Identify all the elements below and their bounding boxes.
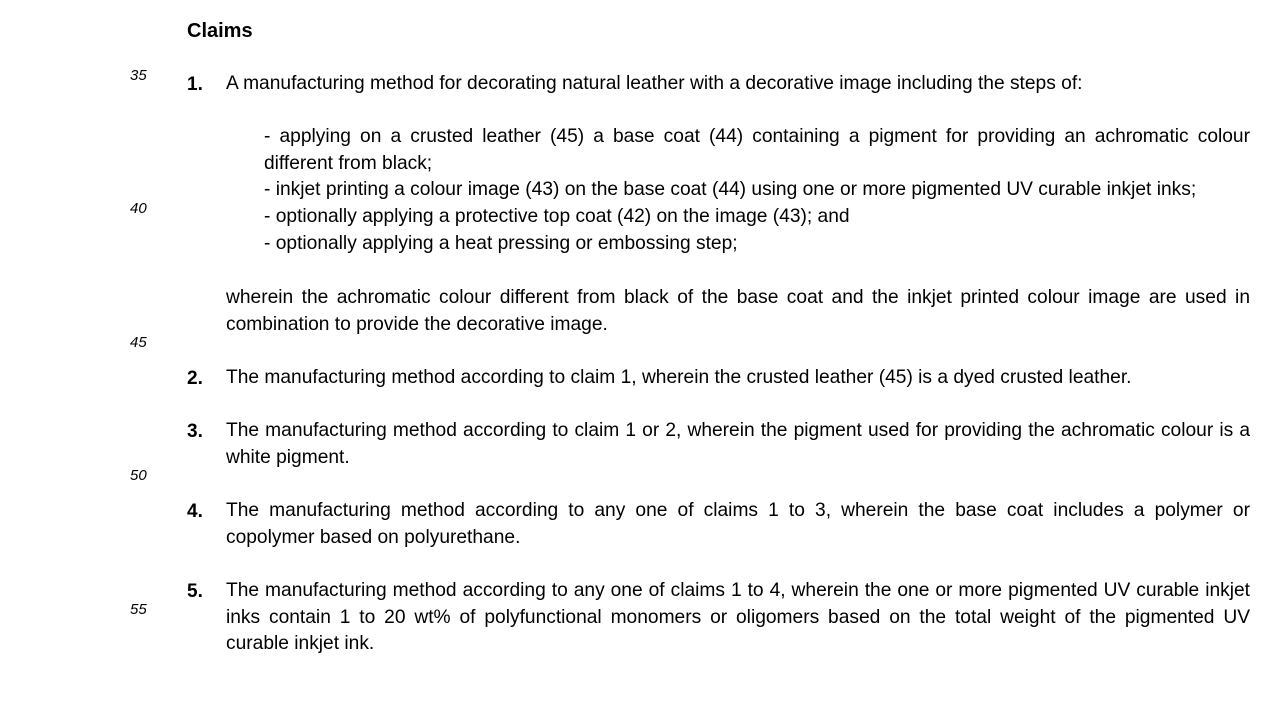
- claim-1-step-2: - inkjet printing a colour image (43) on the base coat (44) using one or more pigmented UV curable inkjet inks;: [264, 179, 1197, 200]
- claim-3-text: The manufacturing method according to claim 1 or 2, wherein the pigment used for providing the achromatic colour is a white pigment.: [226, 420, 1250, 468]
- line-number-50: 50: [130, 467, 147, 484]
- claim-1-step-1: - applying on a crusted leather (45) a base coat (44) containing a pigment for providing an achromatic colour different from black;: [264, 126, 1250, 174]
- claim-4-text: The manufacturing method according to any one of claims 1 to 3, wherein the base coat includes a polymer or copolymer based on polyurethane.: [226, 500, 1250, 548]
- line-number-35: 35: [130, 67, 147, 84]
- claim-4-number: 4.: [187, 501, 203, 522]
- claim-1-step-3: - optionally applying a protective top coat (42) on the image (43); and: [264, 206, 850, 227]
- claim-1-intro: A manufacturing method for decorating natural leather with a decorative image including the steps of:: [226, 73, 1083, 94]
- claim-3-number: 3.: [187, 421, 203, 442]
- claim-2-text: The manufacturing method according to claim 1, wherein the crusted leather (45) is a dyed crusted leather.: [226, 367, 1132, 388]
- page-heading: Claims: [187, 20, 253, 42]
- claim-1-number: 1.: [187, 74, 203, 95]
- claim-2-number: 2.: [187, 368, 203, 389]
- claim-1-conclusion: wherein the achromatic colour different from black of the base coat and the inkjet printed colour image are used in combination to provide the decorative image.: [226, 287, 1250, 335]
- line-number-55: 55: [130, 601, 147, 618]
- claim-5-number: 5.: [187, 581, 203, 602]
- claim-5-text: The manufacturing method according to any one of claims 1 to 4, wherein the one or more pigmented UV curable inkjet inks contain 1 to 20 wt% of polyfunctional monomers or oligomers based on the total weight of the pigmented UV curable inkjet ink.: [226, 580, 1250, 654]
- claim-1-step-4: - optionally applying a heat pressing or embossing step;: [264, 233, 738, 254]
- line-number-45: 45: [130, 334, 147, 351]
- line-number-40: 40: [130, 200, 147, 217]
